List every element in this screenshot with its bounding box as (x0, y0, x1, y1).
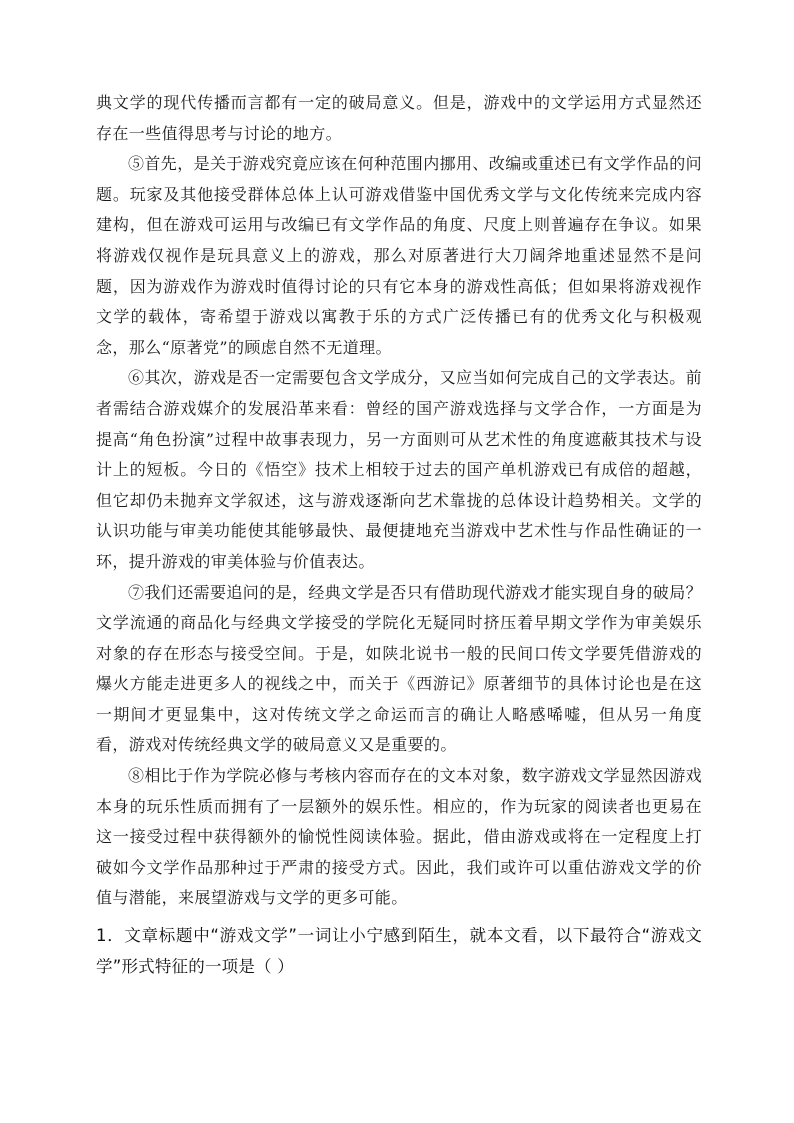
paragraph-6: ⑥其次，游戏是否一定需要包含文学成分，又应当如何完成自己的文学表达。前者需结合游戏媒介的发展沿革来看：曾经的国产游戏选择与文学合作，一方面是为提高“角色扮演”过程中故事表现力，另一方面则可从艺术性的角度遮蔽其技术与设计上的短板。今日的《悟空》技术上相较于过去的国产单机游戏已有成倍的超越，但它却仍未抛弃文学叙述，这与游戏逐渐向艺术靠拢的总体设计趋势相关。文学的认识功能与审美功能使其能够最快、最便捷地充当游戏中艺术性与作品性确证的一环，提升游戏的审美体验与价值表达。 (96, 368, 703, 571)
paragraph-8: ⑧相比于作为学院必修与考核内容而存在的文本对象，数字游戏文学显然因游戏本身的玩乐性质而拥有了一层额外的娱乐性。相应的，作为玩家的阅读者也更易在这一接受过程中获得额外的愉悦性阅读体验。据此，借由游戏或将在一定程度上打破如今文学作品那种过于严肃的接受方式。因此，我们或许可以重估游戏文学的价值与潜能，来展望游戏与文学的更多可能。 (96, 766, 703, 908)
question-1: 1．文章标题中“游戏文学”一词让小宁感到陌生，就本文看，以下最符合“游戏文学”形式特征的一项是（ ） (96, 926, 702, 977)
paragraph-continuation: 典文学的现代传播而言都有一定的破局意义。但是，游戏中的文学运用方式显然还存在一些值得思考与讨论的地方。 (96, 93, 702, 143)
paragraph-7: ⑦我们还需要追问的是，经典文学是否只有借助现代游戏才能实现自身的破局？文学流通的商品化与经典文学接受的学院化无疑同时挤压着早期文学作为审美娱乐对象的存在形态与接受空间。于是，如陕北说书一般的民间口传文学要凭借游戏的爆火方能走进更多人的视线之中，而关于《西游记》原著细节的具体讨论也是在这一期间才更显集中，这对传统文学之命运而言的确让人略感唏嘘，但从另一角度看，游戏对传统经典文学的破局意义又是重要的。 (96, 582, 703, 755)
paragraph-5: ⑤首先，是关于游戏究竟应该在何种范围内挪用、改编或重述已有文学作品的问题。玩家及其他接受群体总体上认可游戏借鉴中国优秀文学与文化传统来完成内容建构，但在游戏可运用与改编已有文学作品的角度、尺度上则普遍存在争议。如果将游戏仅视作是玩具意义上的游戏，那么对原著进行大刀阔斧地重述显然不是问题，因为游戏作为游戏时值得讨论的只有它本身的游戏性高低；但如果将游戏视作文学的载体，寄希望于游戏以寓教于乐的方式广泛传播已有的优秀文化与积极观念，那么“原著党”的顾虑自然不无道理。 (96, 154, 703, 357)
